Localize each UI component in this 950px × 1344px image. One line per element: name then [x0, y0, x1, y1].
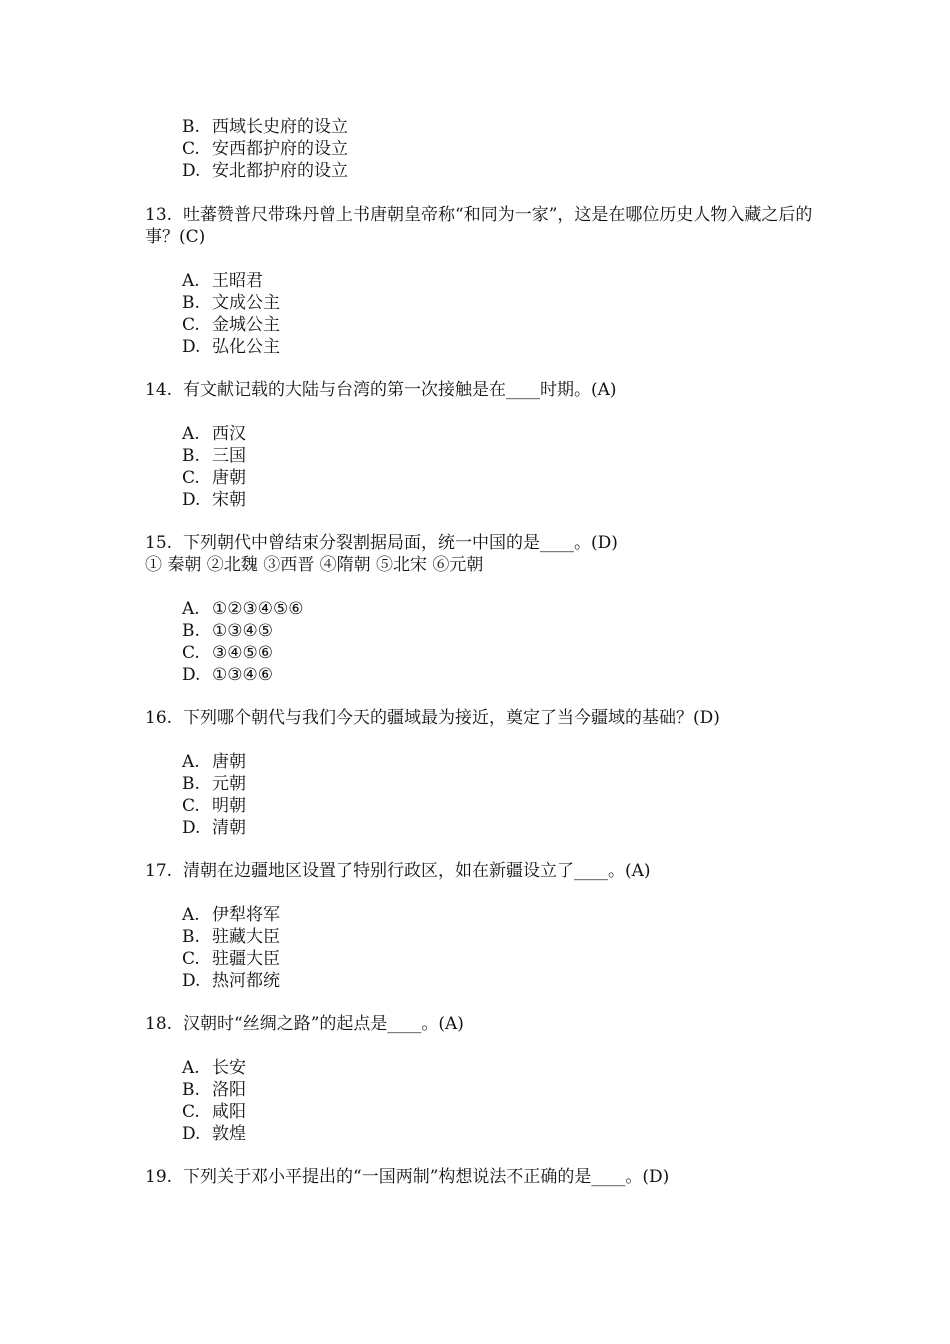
option-d: D. 宋朝: [182, 490, 246, 510]
question-15-options: [182, 598, 303, 686]
option-a: A. 长安: [182, 1058, 246, 1078]
option-d: D. ①③④⑥: [182, 665, 273, 685]
question-16-text: 下列哪个朝代与我们今天的疆域最为接近，奠定了当今疆域的基础？(D): [183, 708, 720, 728]
option-d: D. 热河都统: [182, 971, 280, 991]
question-15: 15. 下列朝代中曾结束分裂割据局面，统一中国的是____。(D): [145, 533, 618, 553]
question-13: 13. 吐蕃赞普尺带珠丹曾上书唐朝皇帝称“和同为一家”，这是在哪位历史人物入藏之后的事？(C): [145, 205, 813, 247]
question-17-options: [182, 904, 280, 992]
option-c: C. 明朝: [182, 796, 246, 816]
option-b: B. 洛阳: [182, 1080, 246, 1100]
question-14-options: [182, 423, 246, 511]
question-17-text: 清朝在边疆地区设置了特别行政区，如在新疆设立了____。(A): [183, 861, 651, 881]
option-b: B. ①③④⑤: [182, 621, 273, 641]
option-b: B. 文成公主: [182, 293, 280, 313]
option-a: A. 伊犁将军: [182, 905, 280, 925]
question-13-options: [182, 270, 280, 358]
question-16: 16. 下列哪个朝代与我们今天的疆域最为接近，奠定了当今疆域的基础？(D): [145, 708, 720, 728]
option-d: D. 清朝: [182, 818, 246, 838]
option-c: C. 金城公主: [182, 315, 280, 335]
question-17: 17. 清朝在边疆地区设置了特别行政区，如在新疆设立了____。(A): [145, 861, 651, 881]
question-14: 14. 有文献记载的大陆与台湾的第一次接触是在____时期。(A): [145, 380, 617, 400]
option-c: C. 驻疆大臣: [182, 949, 280, 969]
question-14-text: 有文献记载的大陆与台湾的第一次接触是在____时期。(A): [183, 380, 617, 400]
question-19-text: 下列关于邓小平提出的“一国两制”构想说法不正确的是____。(D): [183, 1167, 670, 1187]
question-18-options: [182, 1057, 246, 1145]
option-a: A. 王昭君: [182, 271, 263, 291]
option-c: C. 唐朝: [182, 468, 246, 488]
option-a: A. 西汉: [182, 424, 246, 444]
option-a: A. 唐朝: [182, 752, 246, 772]
option-b: B. 西域长史府的设立: [182, 117, 348, 137]
option-d: D. 敦煌: [182, 1124, 246, 1144]
option-b: B. 元朝: [182, 774, 246, 794]
question-15-choices-line: ① 秦朝 ②北魏 ③西晋 ④隋朝 ⑤北宋 ⑥元朝: [145, 555, 484, 575]
question-18-text: 汉朝时“丝绸之路”的起点是____。(A): [183, 1014, 464, 1034]
option-c: C. 安西都护府的设立: [182, 139, 348, 159]
option-c: C. ③④⑤⑥: [182, 643, 273, 663]
option-d: D. 弘化公主: [182, 337, 280, 357]
option-d: D. 安北都护府的设立: [182, 161, 348, 181]
option-b: B. 三国: [182, 446, 246, 466]
prev-question-options: [182, 116, 348, 182]
option-a: A. ①②③④⑤⑥: [182, 599, 304, 619]
option-b: B. 驻藏大臣: [182, 927, 280, 947]
option-c: C. 咸阳: [182, 1102, 246, 1122]
question-16-options: [182, 751, 246, 839]
question-15-text: 下列朝代中曾结束分裂割据局面，统一中国的是____。(D): [183, 533, 618, 553]
question-19: 19. 下列关于邓小平提出的“一国两制”构想说法不正确的是____。(D): [145, 1167, 670, 1187]
question-18: 18. 汉朝时“丝绸之路”的起点是____。(A): [145, 1014, 464, 1034]
question-13-text: 吐蕃赞普尺带珠丹曾上书唐朝皇帝称“和同为一家”，这是在哪位历史人物入藏之后的事？(C): [145, 205, 813, 247]
